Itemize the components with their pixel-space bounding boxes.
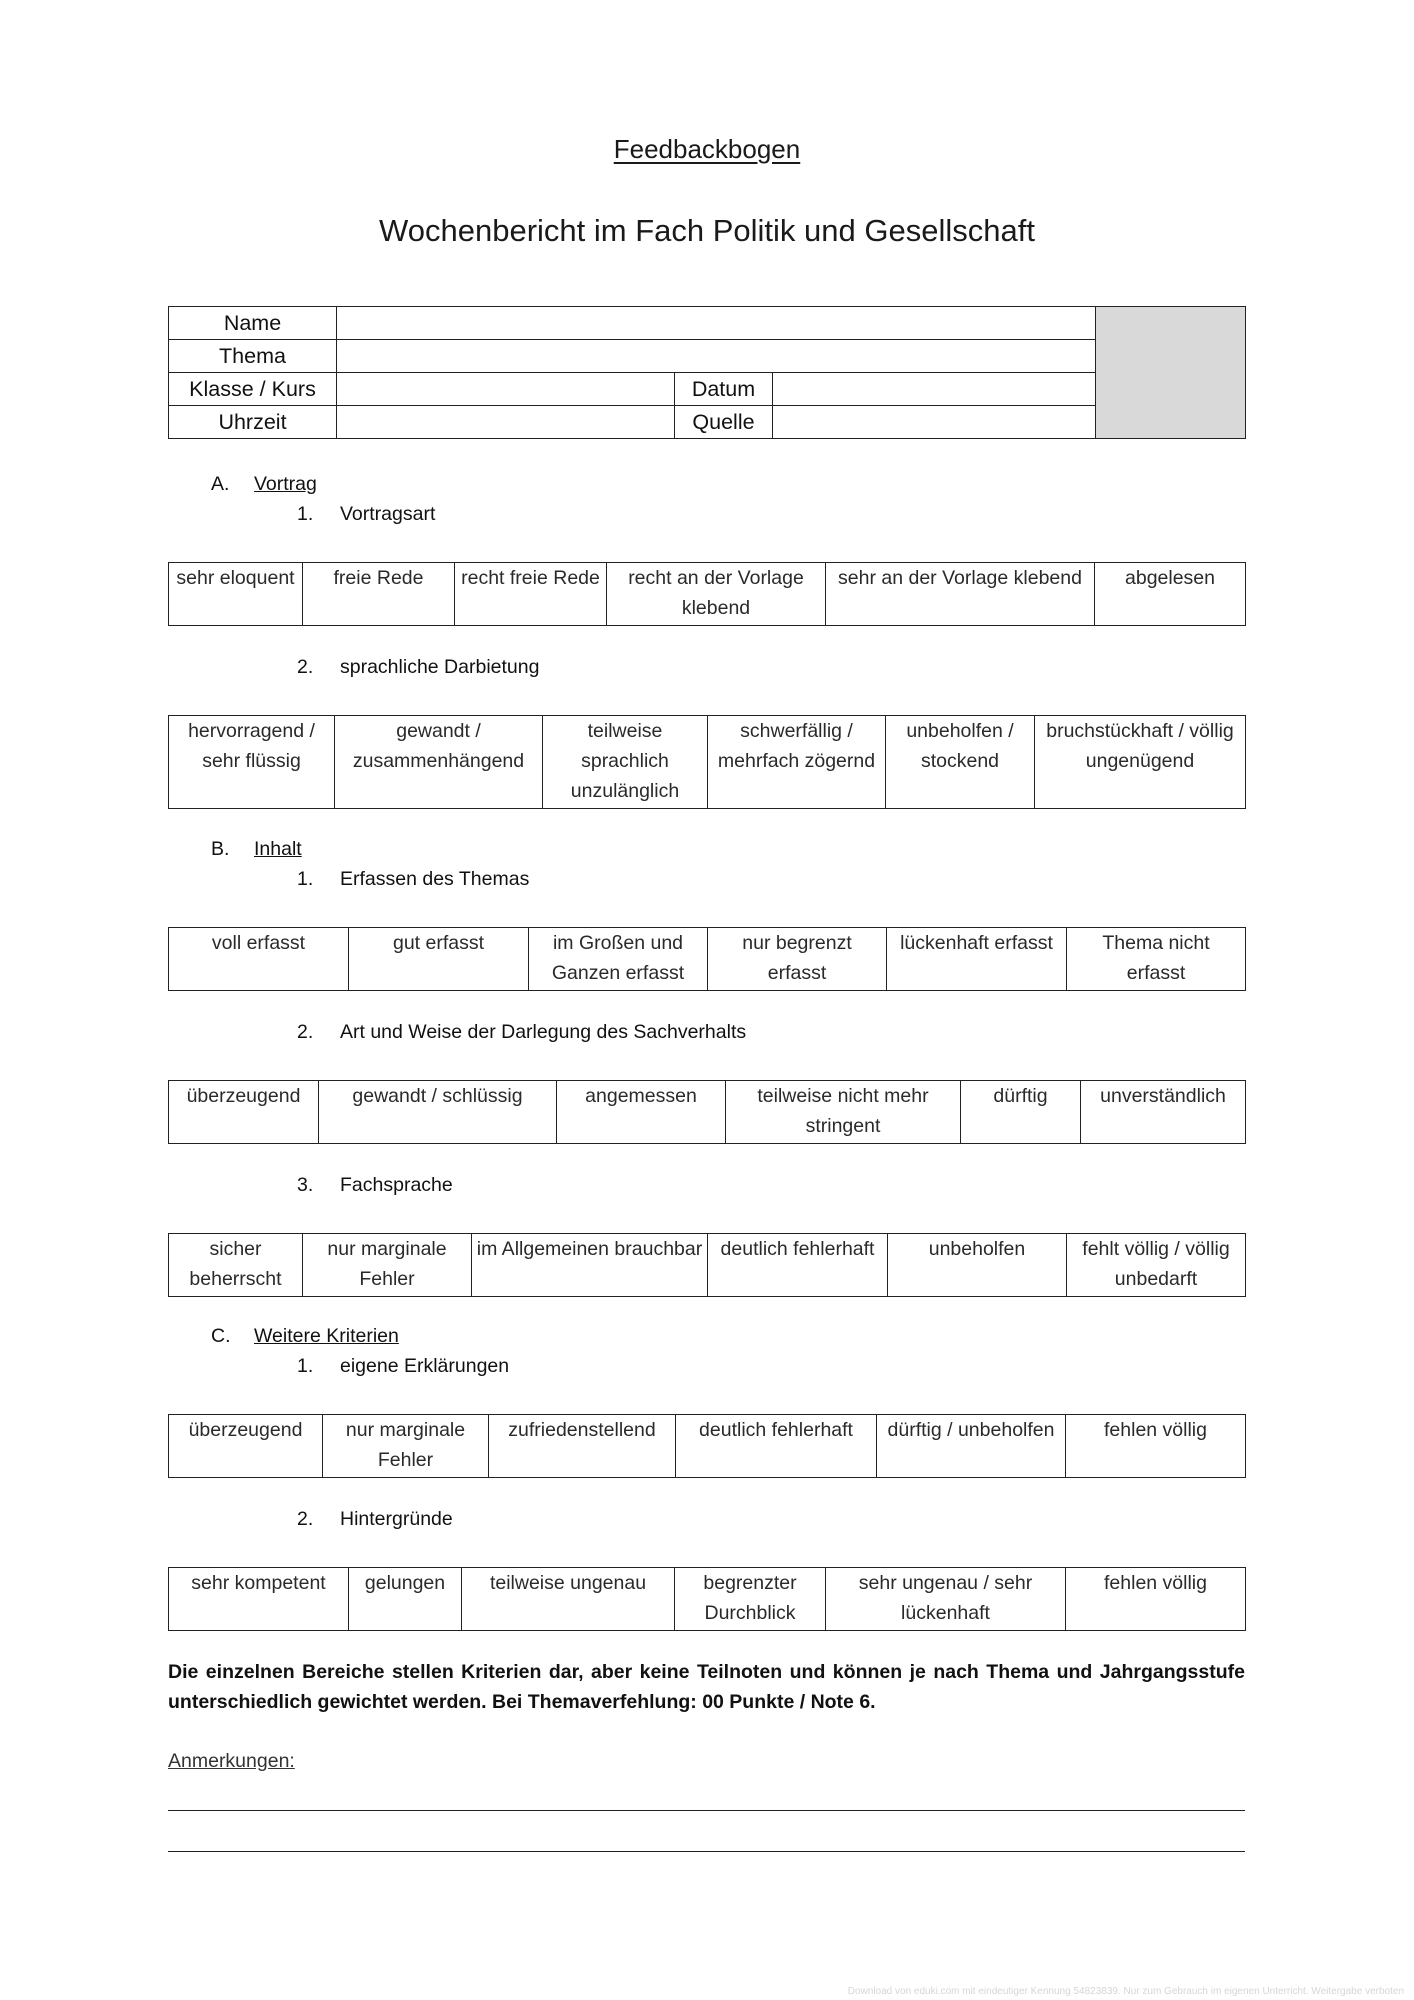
- thema-label: Thema: [169, 340, 337, 373]
- criteria-cell[interactable]: unbeholfen / stockend: [886, 716, 1035, 809]
- criteria-cell[interactable]: überzeugend: [169, 1081, 319, 1144]
- criteria-cell[interactable]: dürftig / unbeholfen: [877, 1415, 1066, 1478]
- criteria-cell[interactable]: teilweise sprachlich unzulänglich: [543, 716, 708, 809]
- criteria-cell[interactable]: unverständlich: [1081, 1081, 1246, 1144]
- criteria-cell[interactable]: überzeugend: [169, 1415, 323, 1478]
- criteria-table-fachsprache: [168, 1233, 1246, 1297]
- criteria-cell[interactable]: fehlen völlig: [1066, 1568, 1246, 1631]
- table-row: [169, 307, 1246, 340]
- section-letter: A.: [211, 473, 230, 495]
- subsection-name: sprachliche Darbietung: [340, 656, 540, 678]
- table-row: [169, 1415, 1246, 1478]
- criteria-cell[interactable]: nur marginale Fehler: [303, 1234, 472, 1297]
- grading-note: Die einzelnen Bereiche stellen Kriterien dar, aber keine Teilnoten und können je nach Thema und Jahrgangsstufe unterschiedlich gewichtet werden. Bei Themaverfehlung: 00 Punkte / Note 6.: [168, 1661, 1245, 1713]
- subsection-name: Hintergründe: [340, 1508, 453, 1530]
- criteria-table-darlegung: [168, 1080, 1246, 1144]
- criteria-cell[interactable]: sehr an der Vorlage klebend: [826, 563, 1095, 626]
- subsection-name: eigene Erklärungen: [340, 1355, 510, 1377]
- quelle-field[interactable]: [773, 406, 1096, 439]
- section-letter: C.: [211, 1325, 231, 1347]
- datum-label: Datum: [675, 373, 773, 406]
- remarks-line[interactable]: [168, 1810, 1245, 1811]
- subsection-number: 1.: [297, 503, 314, 525]
- remarks-line[interactable]: [168, 1851, 1245, 1852]
- photo-box: [1096, 307, 1246, 439]
- criteria-cell[interactable]: zufriedenstellend: [489, 1415, 676, 1478]
- criteria-cell[interactable]: freie Rede: [303, 563, 455, 626]
- klasse-field[interactable]: [337, 373, 675, 406]
- criteria-cell[interactable]: dürftig: [961, 1081, 1081, 1144]
- criteria-cell[interactable]: sehr kompetent: [169, 1568, 349, 1631]
- section-letter: B.: [211, 838, 230, 860]
- remarks-label: Anmerkungen:: [168, 1750, 295, 1772]
- criteria-cell[interactable]: unbeholfen: [888, 1234, 1067, 1297]
- criteria-cell[interactable]: lückenhaft erfasst: [887, 928, 1067, 991]
- subsection-number: 2.: [297, 656, 314, 678]
- document-subtitle: Wochenbericht im Fach Politik und Gesellschaft: [379, 213, 1035, 248]
- table-row: [169, 563, 1246, 626]
- table-row: [169, 406, 1246, 439]
- criteria-cell[interactable]: gewandt / schlüssig: [319, 1081, 557, 1144]
- document-title: Feedbackbogen: [613, 134, 801, 164]
- criteria-cell[interactable]: angemessen: [557, 1081, 726, 1144]
- criteria-cell[interactable]: sicher beherrscht: [169, 1234, 303, 1297]
- subsection-number: 1.: [297, 868, 314, 890]
- criteria-cell[interactable]: deutlich fehlerhaft: [708, 1234, 888, 1297]
- table-row: [169, 716, 1246, 809]
- section-name: Vortrag: [254, 473, 317, 495]
- criteria-cell[interactable]: nur marginale Fehler: [323, 1415, 489, 1478]
- name-label: Name: [169, 307, 337, 340]
- criteria-cell[interactable]: teilweise nicht mehr stringent: [726, 1081, 961, 1144]
- criteria-cell[interactable]: begrenzter Durchblick: [675, 1568, 826, 1631]
- table-row: [169, 340, 1246, 373]
- table-row: [169, 1234, 1246, 1297]
- criteria-cell[interactable]: bruchstückhaft / völlig ungenügend: [1035, 716, 1246, 809]
- klasse-label: Klasse / Kurs: [169, 373, 337, 406]
- criteria-cell[interactable]: fehlt völlig / völlig unbedarft: [1067, 1234, 1246, 1297]
- table-row: [169, 1568, 1246, 1631]
- criteria-cell[interactable]: nur begrenzt erfasst: [708, 928, 887, 991]
- criteria-cell[interactable]: gelungen: [349, 1568, 462, 1631]
- uhrzeit-label: Uhrzeit: [169, 406, 337, 439]
- subsection-name: Fachsprache: [340, 1174, 453, 1196]
- criteria-cell[interactable]: gut erfasst: [349, 928, 529, 991]
- criteria-table-sprachliche-darbietung: [168, 715, 1246, 809]
- criteria-cell[interactable]: im Allgemeinen brauchbar: [472, 1234, 708, 1297]
- subsection-number: 1.: [297, 1355, 314, 1377]
- criteria-table-erfassen: [168, 927, 1246, 991]
- subsection-number: 2.: [297, 1508, 314, 1530]
- subsection-name: Erfassen des Themas: [340, 868, 530, 890]
- criteria-table-erklaerungen: [168, 1414, 1246, 1478]
- subsection-number: 2.: [297, 1021, 314, 1043]
- datum-field[interactable]: [773, 373, 1096, 406]
- name-field[interactable]: [337, 307, 1096, 340]
- criteria-cell[interactable]: fehlen völlig: [1066, 1415, 1246, 1478]
- criteria-cell[interactable]: abgelesen: [1095, 563, 1246, 626]
- section-name: Inhalt: [254, 838, 302, 860]
- info-table: [168, 306, 1246, 439]
- criteria-cell[interactable]: voll erfasst: [169, 928, 349, 991]
- criteria-cell[interactable]: schwerfällig / mehrfach zögernd: [708, 716, 886, 809]
- criteria-cell[interactable]: hervorragend / sehr flüssig: [169, 716, 335, 809]
- criteria-cell[interactable]: recht an der Vorlage klebend: [607, 563, 826, 626]
- subsection-name: Vortragsart: [340, 503, 436, 525]
- subsection-name: Art und Weise der Darlegung des Sachverhalts: [340, 1021, 747, 1043]
- criteria-cell[interactable]: gewandt / zusammenhängend: [335, 716, 543, 809]
- section-name: Weitere Kriterien: [254, 1325, 399, 1347]
- table-row: [169, 1081, 1246, 1144]
- criteria-cell[interactable]: recht freie Rede: [455, 563, 607, 626]
- criteria-cell[interactable]: Thema nicht erfasst: [1067, 928, 1246, 991]
- quelle-label: Quelle: [675, 406, 773, 439]
- subsection-number: 3.: [297, 1174, 314, 1196]
- criteria-table-hintergruende: [168, 1567, 1246, 1631]
- table-row: [169, 928, 1246, 991]
- criteria-cell[interactable]: deutlich fehlerhaft: [676, 1415, 877, 1478]
- uhrzeit-field[interactable]: [337, 406, 675, 439]
- table-row: [169, 373, 1246, 406]
- criteria-cell[interactable]: im Großen und Ganzen erfasst: [529, 928, 708, 991]
- download-footer: Download von eduki.com mit eindeutiger Kennung 54823839. Nur zum Gebrauch im eigenen Unterricht. Weitergabe verboten: [847, 1986, 1404, 1997]
- thema-field[interactable]: [337, 340, 1096, 373]
- criteria-cell[interactable]: teilweise ungenau: [462, 1568, 675, 1631]
- criteria-cell[interactable]: sehr ungenau / sehr lückenhaft: [826, 1568, 1066, 1631]
- criteria-cell[interactable]: sehr eloquent: [169, 563, 303, 626]
- criteria-table-vortragsart: [168, 562, 1246, 626]
